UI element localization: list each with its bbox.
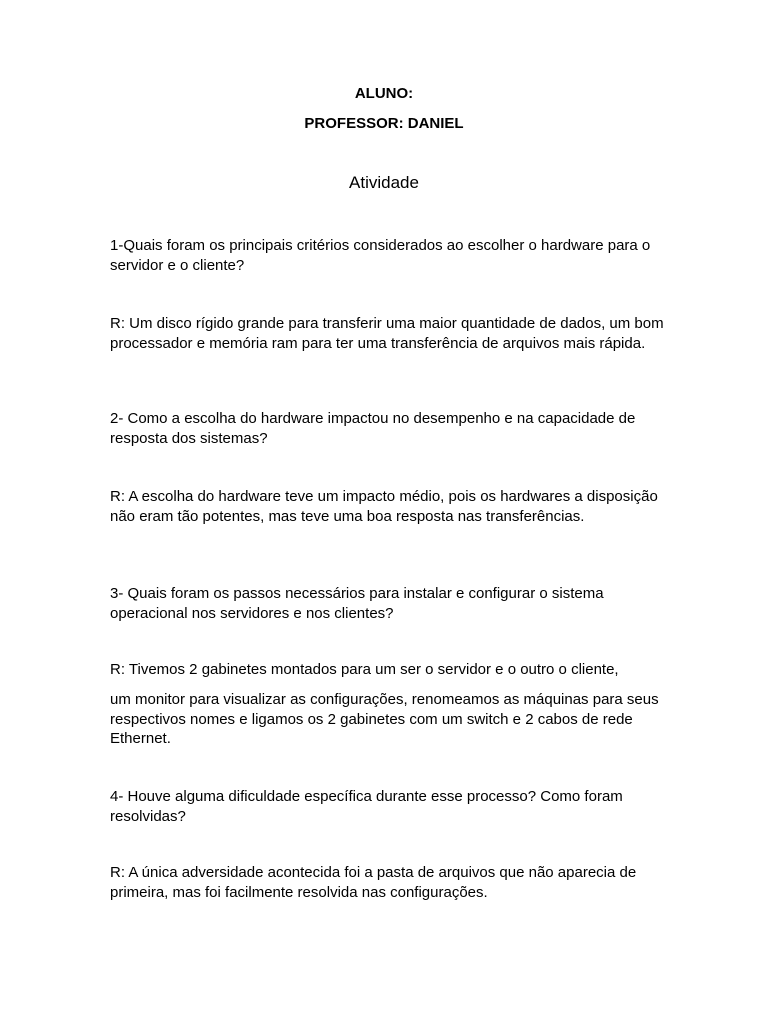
- question-4: 4- Houve alguma dificuldade específica durante esse processo? Como foram resolvidas?: [110, 788, 623, 825]
- page-title: Atividade: [349, 173, 419, 192]
- answer-2: R: A escolha do hardware teve um impacto médio, pois os hardwares a disposição não eram tão potentes, mas teve uma boa resposta nas transferências.: [110, 488, 658, 525]
- answer-4: R: A única adversidade acontecida foi a pasta de arquivos que não aparecia de primeira, mas foi facilmente resolvida nas configurações.: [110, 864, 637, 901]
- answer-1: R: Um disco rígido grande para transferir uma maior quantidade de dados, um bom processador e memória ram para ter uma transferência de arquivos mais rápida.: [110, 315, 664, 352]
- professor-label: PROFESSOR: DANIEL: [304, 115, 464, 132]
- question-3: 3- Quais foram os passos necessários para instalar e configurar o sistema operacional nos servidores e nos clientes?: [110, 585, 604, 622]
- question-2: 2- Como a escolha do hardware impactou no desempenho e na capacidade de resposta dos sistemas?: [110, 410, 636, 447]
- question-1: 1-Quais foram os principais critérios considerados ao escolher o hardware para o servidor e o cliente?: [110, 237, 651, 274]
- answer-3-continued: um monitor para visualizar as configurações, renomeamos as máquinas para seus respectivos nomes e ligamos os 2 gabinetes com um switch e 2 cabos de rede Ethernet.: [110, 691, 659, 747]
- answer-3: R: Tivemos 2 gabinetes montados para um ser o servidor e o outro o cliente,: [110, 661, 619, 678]
- student-label: ALUNO:: [354, 85, 414, 102]
